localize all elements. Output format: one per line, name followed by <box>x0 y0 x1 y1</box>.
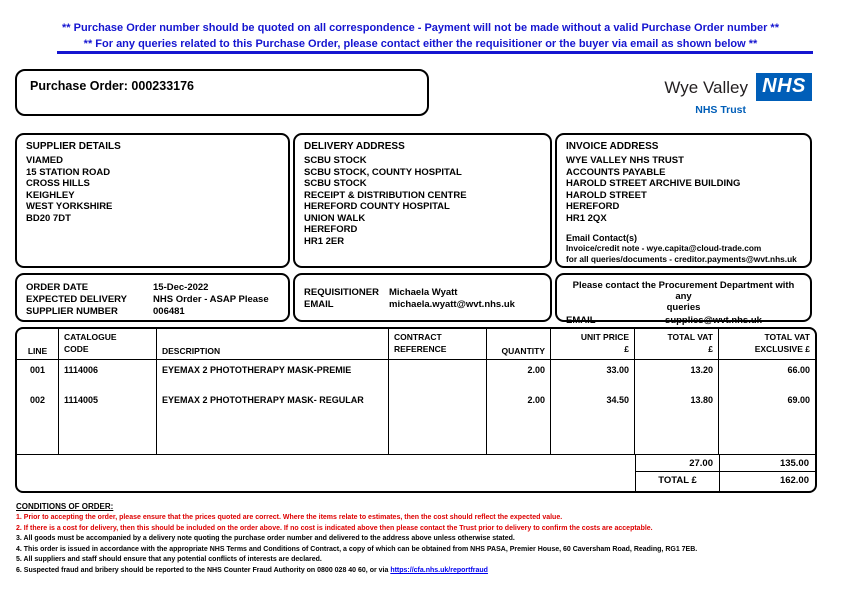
delivery-line: HR1 2ER <box>304 235 345 247</box>
delivery-line: RECEIPT & DISTRIBUTION CENTRE <box>304 189 467 201</box>
delivery-line: SCBU STOCK, COUNTY HOSPITAL <box>304 166 462 178</box>
conditions-title: CONDITIONS OF ORDER: <box>16 502 114 511</box>
condition-item-4: 4. This order is issued in accordance with the appropriate NHS Terms and Conditions of Contract, a copy of which can be obtained from NHS PASA, Premier House, 60 Caversham Road, Reading, RG1 7EB. <box>16 545 698 553</box>
item-unit-price: 33.00 <box>551 360 635 390</box>
table-row <box>17 360 815 390</box>
invoice-line: ACCOUNTS PAYABLE <box>566 166 666 178</box>
expected-delivery-value: NHS Order - ASAP Please <box>153 294 269 305</box>
item-total-vat: 13.20 <box>635 360 719 390</box>
invoice-address-box <box>555 133 812 268</box>
supplier-line: BD20 7DT <box>26 212 71 224</box>
invoice-line: WYE VALLEY NHS TRUST <box>566 155 684 166</box>
order-date-value: 15-Dec-2022 <box>153 282 209 293</box>
item-description: EYEMAX 2 PHOTOTHERAPY MASK- REGULAR <box>157 390 389 420</box>
supplier-number-label: SUPPLIER NUMBER <box>26 306 118 317</box>
requisitioner-email: michaela.wyatt@wvt.nhs.uk <box>389 299 515 310</box>
invoice-line: HR1 2QX <box>566 212 607 224</box>
header-notice <box>0 20 841 52</box>
invoice-email-line: Invoice/credit note - wye.capita@cloud-trade.com <box>566 243 762 253</box>
subtotal-vat-exclusive: 135.00 <box>719 455 815 472</box>
supplier-line: VIAMED <box>26 155 63 166</box>
supplier-number-value: 006481 <box>153 306 185 317</box>
delivery-address-title: DELIVERY ADDRESS <box>304 141 405 152</box>
subtotal-total-vat: 27.00 <box>635 455 719 472</box>
delivery-line: SCBU STOCK <box>304 155 367 166</box>
col-header-unit-price: UNIT PRICE £ <box>551 329 635 359</box>
table-total-row <box>17 472 815 491</box>
requisitioner-label: REQUISITIONER <box>304 287 379 298</box>
item-contract-reference <box>389 390 487 420</box>
col-header-total-vat-exclusive: TOTAL VAT EXCLUSIVE £ <box>754 332 810 354</box>
item-unit-price: 34.50 <box>551 390 635 420</box>
invoice-line: HEREFORD <box>566 201 620 212</box>
invoice-line: HAROLD STREET ARCHIVE BUILDING <box>566 178 741 189</box>
purchase-order-number-box <box>15 69 429 116</box>
procurement-email: supplies@wvt.nhs.uk <box>665 315 762 326</box>
invoice-address-title: INVOICE ADDRESS <box>566 141 659 152</box>
supplier-details-box <box>15 133 290 268</box>
item-total-vat-exclusive: 66.00 <box>787 365 810 375</box>
invoice-email-line: for all queries/documents - creditor.payments@wvt.nhs.uk <box>566 254 797 264</box>
condition-item-6-text: 6. Suspected fraud and bribery should be reported to the NHS Counter Fraud Authority on 0800 028 40 60, or via <box>16 566 391 574</box>
item-contract-reference <box>389 360 487 390</box>
col-header-line: LINE <box>17 329 59 359</box>
condition-item-6 <box>16 566 826 577</box>
procurement-note-line: queries <box>666 302 701 313</box>
requisitioner-email-label: EMAIL <box>304 299 334 310</box>
condition-item-1: 1. Prior to accepting the order, please ensure that the prices quoted are correct. Where the items relate to estimates, then the cost should reflect the expected value. <box>16 514 563 521</box>
supplier-line: WEST YORKSHIRE <box>26 201 113 212</box>
condition-item-3: 3. All goods must be accompanied by a delivery note quoting the purchase order number and delivered to the address above unless otherwise stated. <box>16 535 515 543</box>
notice-line-2: ** For any queries related to this Purchase Order, please contact either the requisitioner or the buyer via email as shown below ** <box>83 38 758 50</box>
logo-trust-name: NHS Trust <box>695 104 746 116</box>
item-catalogue-code: 1114005 <box>59 390 157 420</box>
condition-item-2: 2. If there is a cost for delivery, then this should be included on the order above. If no cost is indicated above then please contact the Trust prior to delivery to confirm the costs are acceptable. <box>16 524 653 532</box>
item-catalogue-code: 1114006 <box>59 360 157 390</box>
supplier-line: 15 STATION ROAD <box>26 166 111 178</box>
requisitioner-name: Michaela Wyatt <box>389 287 458 298</box>
item-line-number: 002 <box>17 390 59 420</box>
col-header-catalogue-code: CATALOGUE CODE <box>59 329 157 359</box>
table-subtotal-row <box>17 454 815 472</box>
invoice-line: HAROLD STREET <box>566 189 647 201</box>
purchase-order-title: Purchase Order: 000233176 <box>30 79 194 93</box>
table-body <box>17 360 815 454</box>
item-line-number: 001 <box>17 360 59 390</box>
expected-delivery-label: EXPECTED DELIVERY <box>26 294 128 305</box>
item-quantity: 2.00 <box>487 360 551 390</box>
invoice-email-heading: Email Contact(s) <box>566 233 638 243</box>
item-total-vat: 13.80 <box>635 390 719 420</box>
item-description: EYEMAX 2 PHOTOTHERAPY MASK-PREMIE <box>157 360 389 390</box>
col-header-total-vat: TOTAL VAT £ <box>635 329 719 359</box>
procurement-contact-box <box>555 273 812 326</box>
delivery-line: HEREFORD <box>304 224 358 235</box>
grand-total-value: 162.00 <box>719 472 815 491</box>
header-divider <box>57 51 813 54</box>
procurement-note-line: Please contact the Procurement Department with any <box>572 280 795 302</box>
order-date-label: ORDER DATE <box>26 282 89 293</box>
col-header-contract-reference: CONTRACT REFERENCE <box>389 329 487 359</box>
supplier-details-title: SUPPLIER DETAILS <box>26 141 121 152</box>
notice-line-1: ** Purchase Order number should be quoted on all correspondence - Payment will not be made without a valid Purchase Order number ** <box>62 22 779 34</box>
procurement-email-label: EMAIL <box>566 315 596 326</box>
nhs-logo-icon: NHS <box>756 73 812 101</box>
order-info-box <box>15 273 290 322</box>
supplier-line: KEIGHLEY <box>26 189 75 201</box>
line-items-table <box>15 327 817 493</box>
delivery-address-box <box>293 133 552 268</box>
condition-item-5: 5. All suppliers and staff should ensure that any potential conflicts of interests are declared. <box>16 556 322 564</box>
supplier-line: CROSS HILLS <box>26 178 90 189</box>
requisitioner-box <box>293 273 552 322</box>
table-filler-row <box>17 420 815 454</box>
delivery-line: SCBU STOCK <box>304 178 367 189</box>
grand-total-label: TOTAL £ <box>635 472 719 491</box>
logo-org-name: Wye Valley <box>664 78 748 97</box>
nhs-trust-logo <box>660 70 812 120</box>
table-header-row <box>17 329 815 360</box>
col-header-description: DESCRIPTION <box>157 329 389 359</box>
col-header-quantity: QUANTITY <box>487 329 551 359</box>
fraud-report-link[interactable]: https://cfa.nhs.uk/reportfraud <box>390 566 488 574</box>
conditions-of-order <box>16 502 826 577</box>
item-quantity: 2.00 <box>487 390 551 420</box>
delivery-line: UNION WALK <box>304 212 366 224</box>
delivery-line: HEREFORD COUNTY HOSPITAL <box>304 201 450 212</box>
table-row <box>17 390 815 420</box>
item-total-vat-exclusive: 69.00 <box>787 395 810 405</box>
